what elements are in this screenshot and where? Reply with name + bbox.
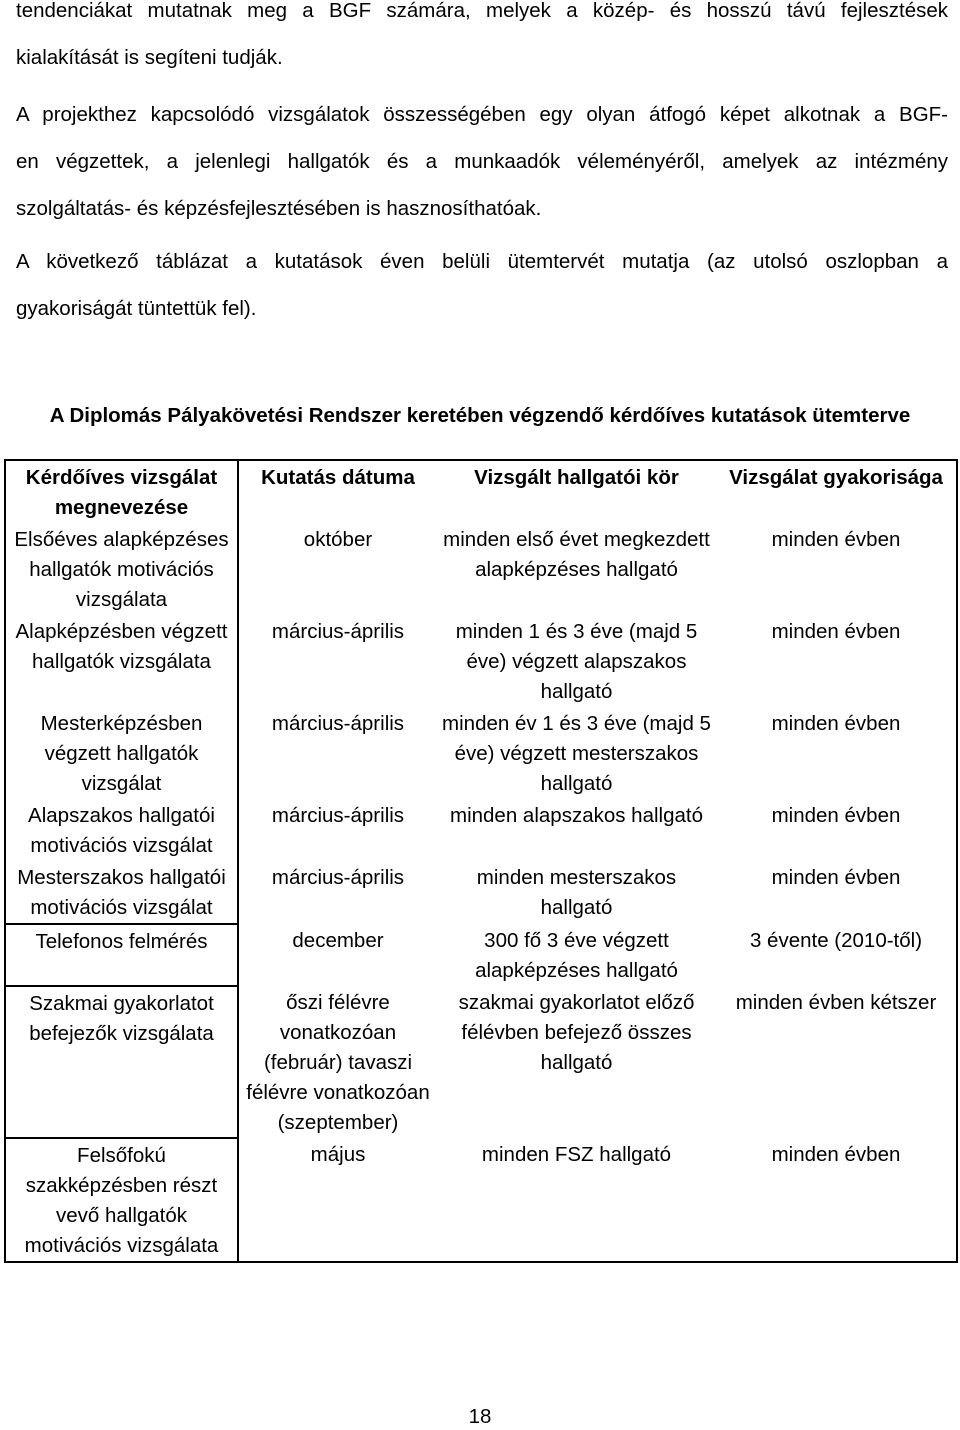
cell-frequency: minden évben xyxy=(771,1143,901,1166)
cell-survey-name: Elsőéves alapképzéses hallgatók motivációs vizsgálata xyxy=(5,523,238,615)
intro-paragraph-3 xyxy=(16,238,948,332)
cell-target-group: szakmai gyakorlatot előző félévben befejező összes hallgató xyxy=(458,991,695,1074)
table-row xyxy=(5,1138,957,1262)
table-row xyxy=(5,523,957,615)
cell-target-group: 300 fő 3 éve végzett alapképzéses hallgató xyxy=(475,929,678,982)
cell-survey-name: Alapszakos hallgatói motivációs vizsgálat xyxy=(5,799,238,861)
cell-target-group: minden alapszakos hallgató xyxy=(450,804,703,827)
intro-paragraph-2 xyxy=(16,91,948,232)
cell-target-group: minden év 1 és 3 éve (majd 5 éve) végzett mesterszakos hallgató xyxy=(442,712,711,795)
table-row xyxy=(5,861,957,924)
table-row xyxy=(5,986,957,1138)
cell-frequency: minden évben xyxy=(771,804,901,827)
cell-frequency: minden évben xyxy=(771,712,901,735)
cell-target-group: minden 1 és 3 éve (majd 5 éve) végzett alapszakos hallgató xyxy=(455,620,698,703)
cell-frequency: minden évben xyxy=(771,528,901,551)
cell-survey-date: október xyxy=(303,528,373,551)
text-line: A következő táblázat a kutatások éven belüli ütemtervét mutatja (az utolsó oszlopban a xyxy=(16,250,948,273)
text-line: kialakítását is segíteni tudják. xyxy=(16,46,283,69)
cell-survey-name: Szakmai gyakorlatot befejezők vizsgálata xyxy=(5,986,238,1138)
header-target-group: Vizsgált hallgatói kör xyxy=(474,466,679,489)
schedule-table xyxy=(4,459,958,1263)
cell-survey-date: május xyxy=(310,1143,366,1166)
text-line: en végzettek, a jelenlegi hallgatók és a munkaadók véleményéről, amelyek az intézmény xyxy=(16,150,948,173)
cell-frequency: 3 évente (2010-től) xyxy=(749,929,923,952)
text-line: gyakoriságát tüntettük fel). xyxy=(16,297,257,320)
intro-paragraph-1 xyxy=(16,0,948,81)
text-line: tendenciákat mutatnak meg a BGF számára, melyek a közép- és hosszú távú fejlesztések xyxy=(16,0,948,22)
table-row xyxy=(5,707,957,799)
cell-survey-name: Felsőfokú szakképzésben részt vevő hallgatók motivációs vizsgálata xyxy=(5,1138,238,1262)
cell-survey-name: Alapképzésben végzett hallgatók vizsgálata xyxy=(5,615,238,707)
cell-target-group: minden első évet megkezdett alapképzéses hallgató xyxy=(443,528,710,581)
cell-survey-date: március-április xyxy=(271,804,405,827)
header-frequency: Vizsgálat gyakorisága xyxy=(729,466,943,489)
cell-frequency: minden évben kétszer xyxy=(735,991,937,1014)
table-title: A Diplomás Pályakövetési Rendszer keretében végzendő kérdőíves kutatások ütemterve xyxy=(49,404,911,427)
cell-survey-name: Mesterképzésben végzett hallgatók vizsgálat xyxy=(5,707,238,799)
text-line: szolgáltatás- és képzésfejlesztésében is hasznosíthatóak. xyxy=(16,197,542,220)
cell-survey-date: március-április xyxy=(271,620,405,643)
table-row xyxy=(5,615,957,707)
cell-survey-date: március-április xyxy=(271,866,405,889)
table-header-row xyxy=(5,460,957,523)
cell-target-group: minden FSZ hallgató xyxy=(481,1143,672,1166)
header-survey-date: Kutatás dátuma xyxy=(261,466,415,489)
text-line: A projekthez kapcsolódó vizsgálatok összességében egy olyan átfogó képet alkotnak a BGF- xyxy=(16,103,948,126)
cell-survey-name: Mesterszakos hallgatói motivációs vizsgálat xyxy=(5,861,238,924)
cell-survey-date: őszi félévre vonatkozóan (február) tavaszi félévre vonatkozóan (szeptember) xyxy=(246,991,430,1134)
cell-frequency: minden évben xyxy=(771,866,901,889)
cell-target-group: minden mesterszakos hallgató xyxy=(476,866,677,919)
cell-survey-date: március-április xyxy=(271,712,405,735)
table-row xyxy=(5,924,957,986)
cell-survey-name: Telefonos felmérés xyxy=(5,924,238,986)
cell-frequency: minden évben xyxy=(771,620,901,643)
header-survey-name: Kérdőíves vizsgálat megnevezése xyxy=(5,460,238,523)
page-number: 18 xyxy=(468,1405,492,1428)
cell-survey-date: december xyxy=(292,929,384,952)
table-row xyxy=(5,799,957,861)
